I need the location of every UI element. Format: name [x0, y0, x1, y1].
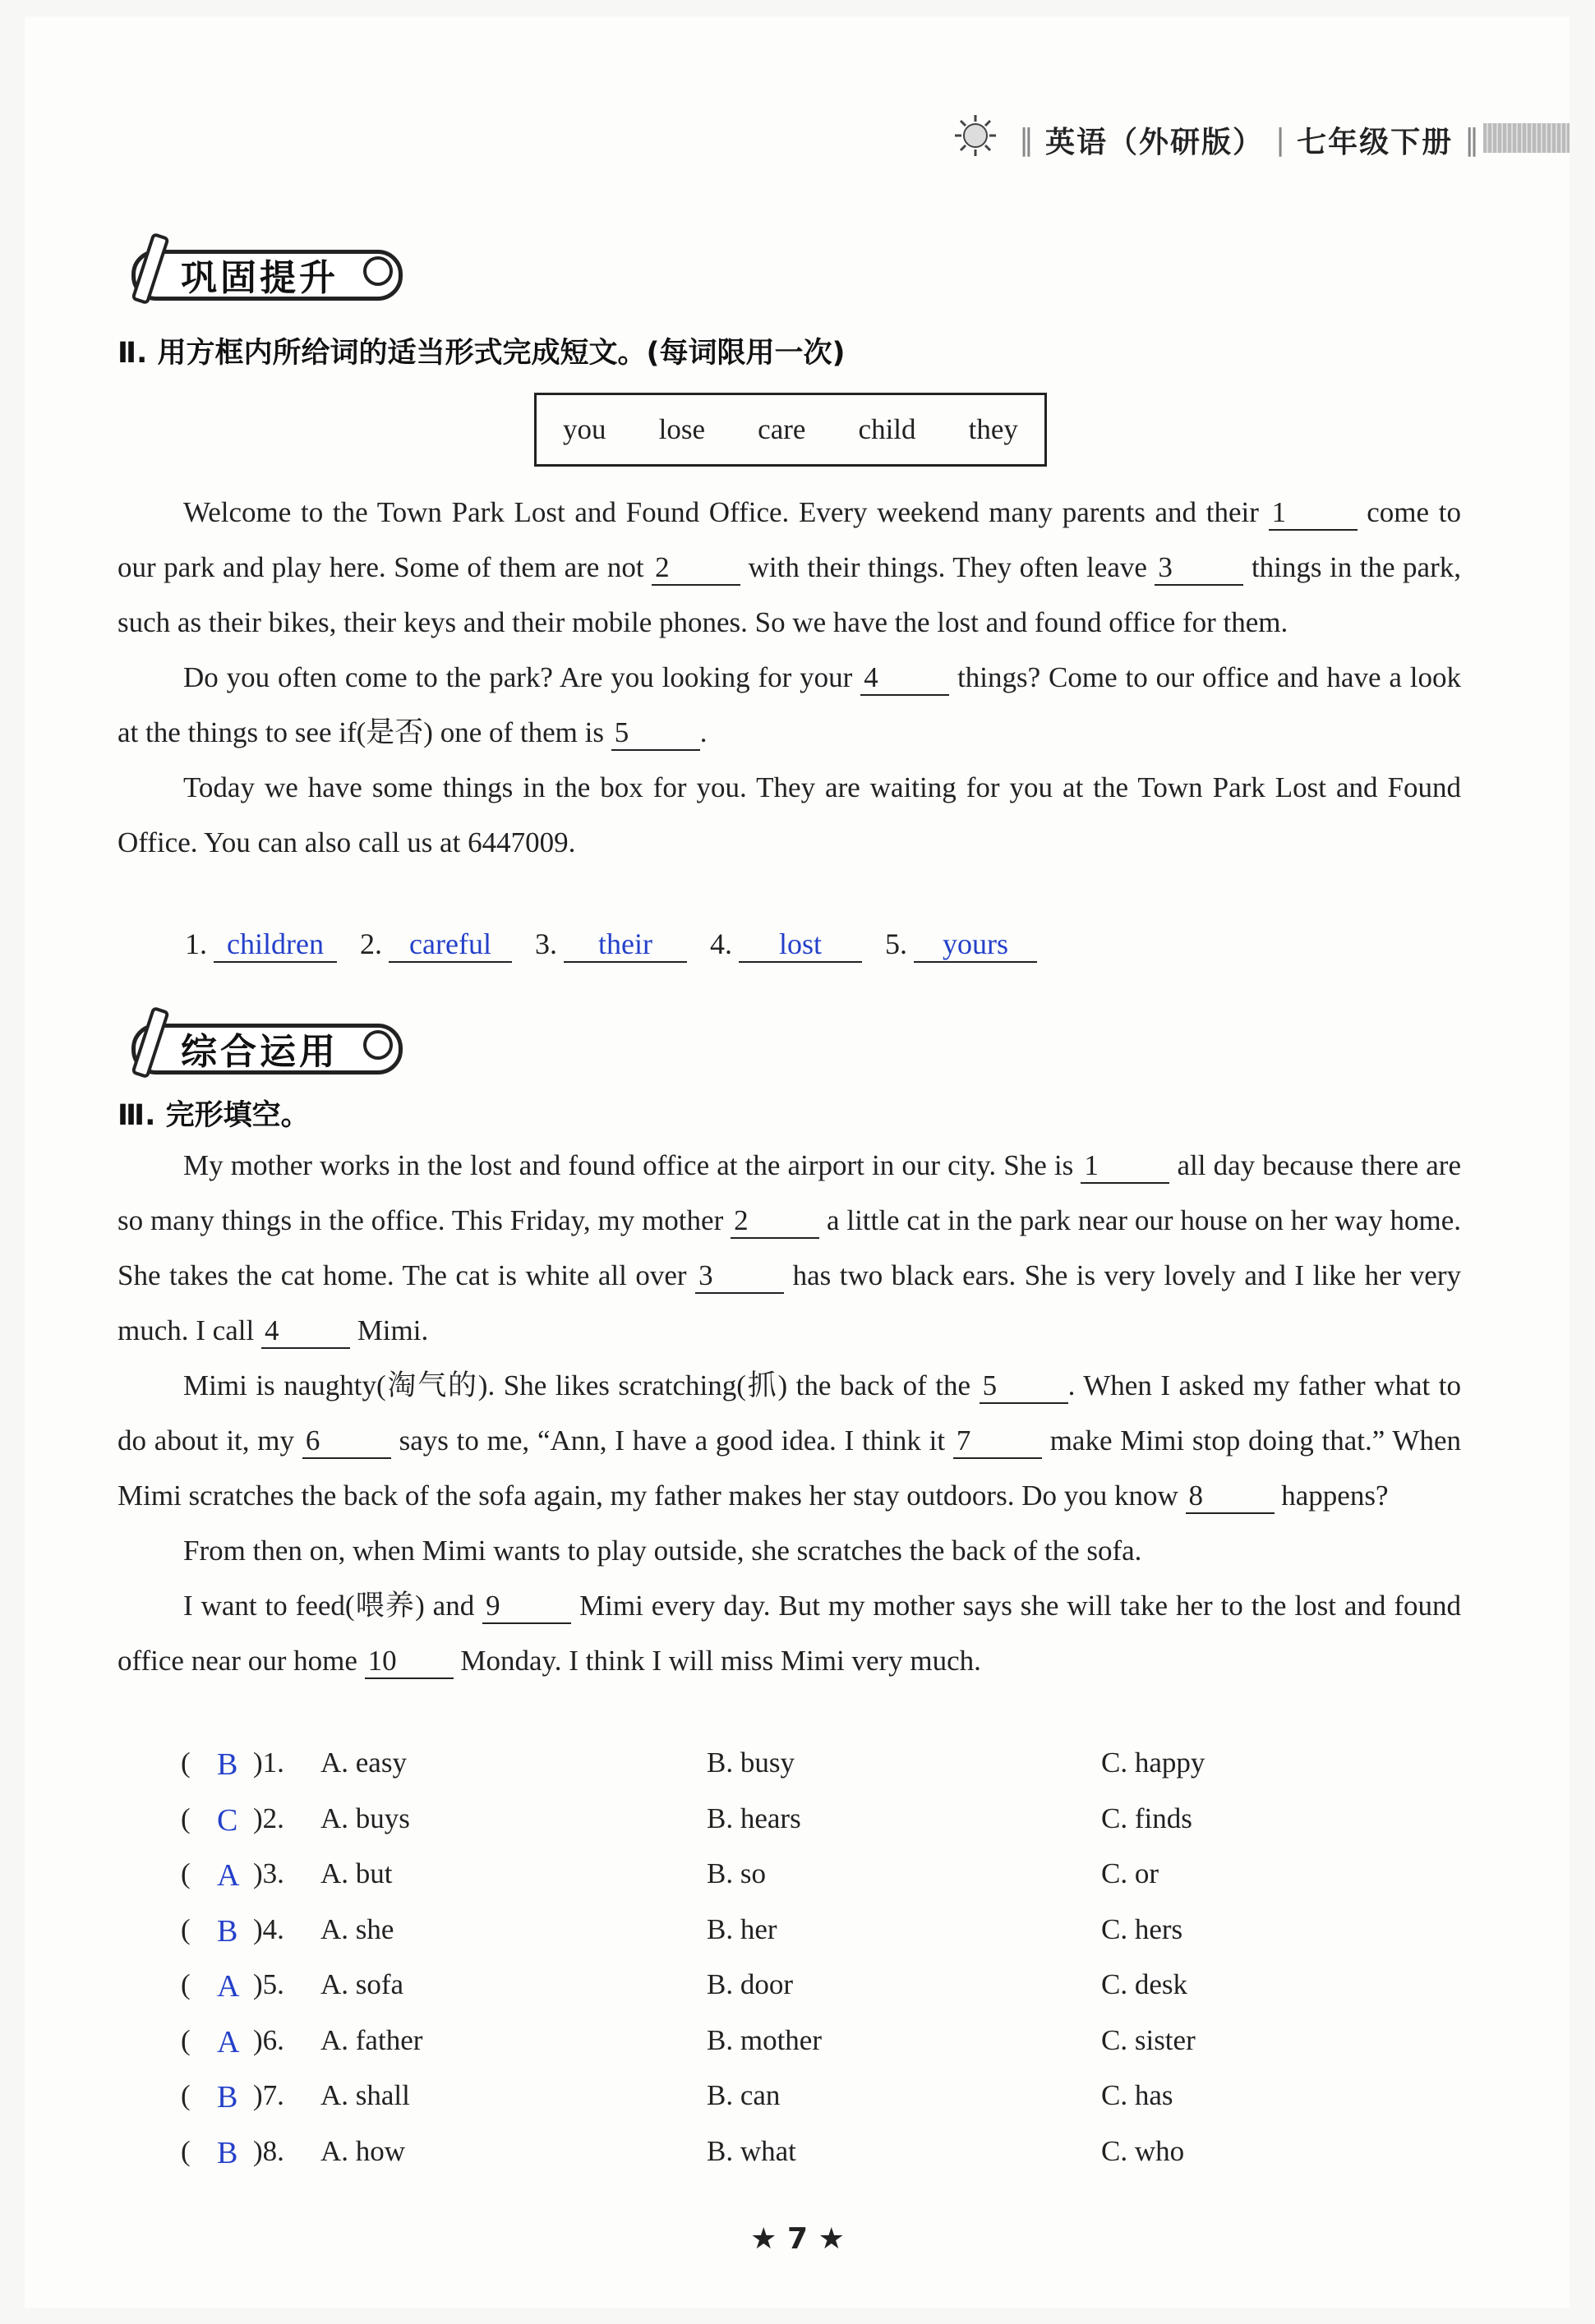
option-b: B. hears — [707, 1802, 801, 1834]
question-title: Ⅲ. 完形填空。 — [118, 1099, 310, 1132]
option-b: B. so — [707, 1857, 766, 1889]
selected-answer: A — [217, 1969, 240, 2004]
options-list — [181, 1746, 1413, 2190]
option-c: C. hers — [1101, 1912, 1183, 1945]
option-b: B. her — [707, 1912, 777, 1945]
paragraph: Welcome to the Town Park Lost and Found Office. Every weekend many parents and their 1 come to our park and play here. Some of them are not 2 with their things. They often leave 3 things in the park, such as their bikes, their keys and their mobile phones. So we have the lost and found office for them. — [118, 496, 1461, 638]
option-row: ( B )4. A. she B. her C. hers — [181, 1912, 1183, 1949]
option-b: B. busy — [707, 1746, 795, 1779]
header-decor-bar — [1483, 123, 1570, 153]
ring-icon — [363, 1030, 393, 1060]
blank: 1 — [1081, 1149, 1169, 1184]
option-c: C. sister — [1101, 2023, 1196, 2056]
selected-answer: A — [217, 2024, 240, 2059]
blank: 3 — [1155, 551, 1243, 586]
header-divider: ‖ — [1464, 122, 1480, 157]
option-b: B. can — [707, 2079, 781, 2111]
header-divider: ‖ — [1019, 122, 1034, 157]
section-tab-label: 巩固提升 — [181, 257, 339, 299]
blank: 3 — [695, 1259, 784, 1294]
option-b: B. what — [707, 2134, 796, 2167]
option-b: B. door — [707, 1968, 793, 2000]
option-row: ( A )3. A. but B. so C. or — [181, 1857, 1159, 1893]
option-a: A. shall — [320, 2079, 410, 2111]
option-row: ( B )1. A. easy B. busy C. happy — [181, 1746, 1205, 1782]
header-grade: 七年级下册 — [1297, 125, 1454, 159]
selected-answer: B — [217, 1747, 238, 1782]
header-title: 英语（外研版） — [1045, 125, 1265, 159]
blank: 9 — [482, 1590, 571, 1624]
option-c: C. who — [1101, 2134, 1185, 2167]
section-tab-apply — [123, 1012, 403, 1071]
passage-section3 — [118, 1138, 1461, 1688]
blank: 7 — [953, 1424, 1042, 1459]
option-b: B. mother — [707, 2023, 822, 2056]
header-divider: | — [1275, 122, 1286, 157]
option-a: A. sofa — [320, 1968, 404, 2000]
option-a: A. but — [320, 1857, 393, 1889]
option-a: A. easy — [320, 1746, 407, 1779]
blank: 5 — [980, 1369, 1068, 1404]
word-item: child — [858, 413, 916, 445]
blank: 2 — [652, 551, 740, 586]
option-a: A. how — [320, 2134, 406, 2167]
option-row: ( A )5. A. sofa B. door C. desk — [181, 1968, 1187, 2004]
word-item: care — [758, 413, 806, 445]
blank: 10 — [365, 1645, 454, 1679]
option-row: ( B )7. A. shall B. can C. has — [181, 2079, 1173, 2115]
paragraph: I want to feed(喂养) and 9 Mimi every day. But my mother says she will take her to the lost and found office near our home 10 Monday. I think I will miss Mimi very much. — [118, 1578, 1461, 1688]
blank: 4 — [261, 1314, 350, 1349]
section-tab-label: 综合运用 — [181, 1031, 339, 1073]
word-item: they — [968, 413, 1018, 445]
sun-icon — [953, 113, 998, 158]
option-row: ( C )2. A. buys B. hears C. finds — [181, 1802, 1192, 1838]
option-c: C. happy — [1101, 1746, 1205, 1779]
paragraph: Do you often come to the park? Are you looking for your 4 things? Come to our office and have a look at the things to see if(是否) one of them is 5 . — [118, 650, 1461, 760]
option-c: C. has — [1101, 2079, 1173, 2111]
selected-answer: C — [217, 1802, 238, 1838]
blank: 8 — [1186, 1480, 1275, 1514]
selected-answer: B — [217, 2080, 238, 2115]
word-item: lose — [658, 413, 706, 445]
star-icon: ★ — [750, 2222, 787, 2256]
star-icon: ★ — [808, 2222, 845, 2256]
paragraph: Mimi is naughty(淘气的). She likes scratching(抓) the back of the 5 . When I asked my father what to do about it, my 6 says to me, “Ann, I have a good idea. I think it 7 make Mimi stop doing that.” When Mimi scratches the back of the sofa again, my father makes her stay outdoors. Do you know 8 happens? — [118, 1358, 1461, 1523]
option-c: C. finds — [1101, 1802, 1192, 1834]
page-number: ★ 7 ★ — [750, 2222, 845, 2256]
page-header — [1019, 115, 1479, 164]
answer-item: 3. their — [535, 927, 687, 963]
answer-item: 5. yours — [885, 927, 1037, 963]
paragraph: Today we have some things in the box for you. They are waiting for you at the Town Park Lost and Found Office. You can also call us at 6447009. — [118, 771, 1461, 858]
option-a: A. father — [320, 2023, 423, 2056]
blank: 6 — [302, 1424, 391, 1459]
blank: 5 — [611, 716, 700, 751]
passage-section2 — [118, 485, 1461, 870]
question-title: Ⅱ. 用方框内所给词的适当形式完成短文。(每词限用一次) — [118, 337, 846, 370]
option-row: ( A )6. A. father B. mother C. sister — [181, 2023, 1196, 2059]
option-a: A. she — [320, 1912, 394, 1945]
word-box — [534, 393, 1047, 467]
answer-item: 1. children — [185, 927, 337, 963]
selected-answer: B — [217, 2135, 238, 2170]
word-item: you — [563, 413, 606, 445]
option-row: ( B )8. A. how B. what C. who — [181, 2134, 1185, 2170]
blank: 2 — [731, 1204, 819, 1239]
answer-row — [185, 927, 1037, 963]
blank: 4 — [860, 661, 949, 696]
selected-answer: B — [217, 1913, 238, 1949]
paragraph: From then on, when Mimi wants to play outside, she scratches the back of the sofa. — [183, 1535, 1142, 1567]
option-c: C. or — [1101, 1857, 1159, 1889]
ring-icon — [363, 256, 393, 286]
answer-item: 4. lost — [710, 927, 862, 963]
section-tab-consolidate — [123, 238, 403, 297]
option-c: C. desk — [1101, 1968, 1187, 2000]
paragraph: My mother works in the lost and found office at the airport in our city. She is 1 all day because there are so many things in the office. This Friday, my mother 2 a little cat in the park near our house on her way home. She takes the cat home. The cat is white all over 3 has two black ears. She is very lovely and I like her very much. I call 4 Mimi. — [118, 1138, 1461, 1358]
answer-item: 2. careful — [360, 927, 512, 963]
selected-answer: A — [217, 1858, 240, 1893]
option-a: A. buys — [320, 1802, 410, 1834]
blank: 1 — [1269, 496, 1358, 531]
